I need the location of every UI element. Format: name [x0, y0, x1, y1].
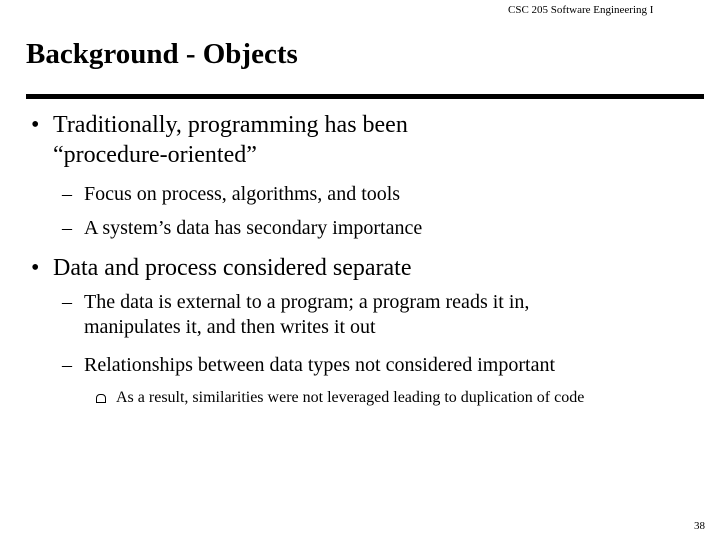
sub-bullet-line: manipulates it, and then writes it out — [84, 316, 376, 338]
page-number: 38 — [694, 520, 705, 532]
bullet-line: “procedure-oriented” — [53, 142, 257, 168]
bullet-text — [53, 110, 408, 170]
sub-bullet-line: The data is external to a program; a program reads it in, — [84, 291, 530, 313]
bullet-text: Data and process considered separate — [53, 255, 412, 281]
course-header: CSC 205 Software Engineering I — [508, 4, 654, 16]
title-divider — [26, 94, 704, 99]
dash-marker: – — [62, 183, 72, 205]
arch-bullet-icon — [96, 394, 106, 403]
sub-sub-bullet-text: As a result, similarities were not leveraged leading to duplication of code — [116, 389, 585, 406]
dash-marker: – — [62, 291, 72, 313]
dash-marker: – — [62, 217, 72, 239]
sub-bullet-text: Relationships between data types not considered important — [84, 354, 555, 376]
bullet-marker: • — [31, 255, 40, 281]
sub-bullet-text — [84, 290, 529, 340]
bullet-line: Traditionally, programming has been — [53, 112, 408, 138]
bullet-marker: • — [31, 112, 40, 138]
slide-title: Background - Objects — [26, 38, 298, 70]
sub-bullet-text: A system’s data has secondary importance — [84, 217, 423, 239]
sub-bullet-text: Focus on process, algorithms, and tools — [84, 183, 401, 205]
dash-marker: – — [62, 354, 72, 376]
